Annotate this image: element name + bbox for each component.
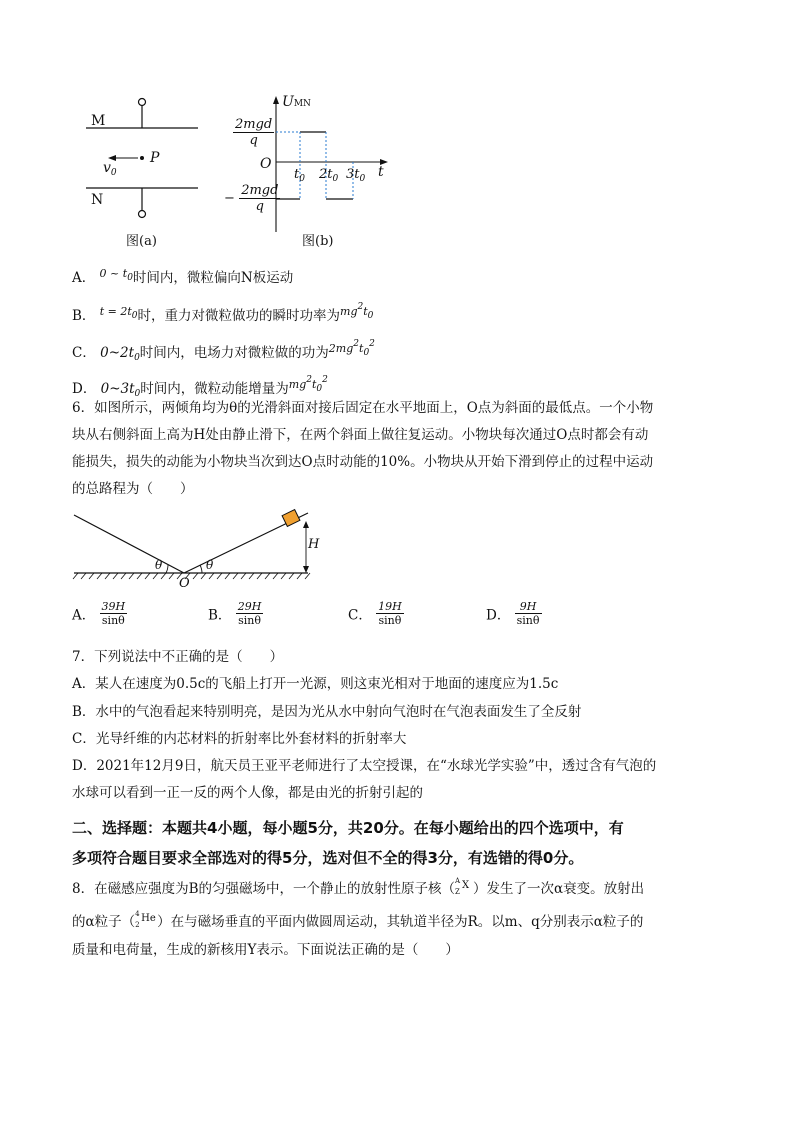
q8-stem-line-2: 的α粒子（ 4 2 He）在与磁场垂直的平面内做圆周运动，其轨道半径为R。以m、q分别表示α粒子的 [72, 910, 644, 930]
label-m: M [91, 113, 106, 129]
section-2-heading-line-1: 二、选择题：本题共4小题，每小题5分，共20分。在每小题给出的四个选项中，有 [72, 819, 624, 837]
q6-stem-line-4: 的总路程为（ ） [72, 481, 194, 497]
q7-option-d-line-2: 水球可以看到一正一反的两个人像，都是由光的折射引起的 [72, 785, 423, 801]
terminal-bottom [139, 211, 146, 218]
label-p: P [150, 150, 160, 166]
q6-option-b: B． $\frac{29H}{\sin\theta}$ [208, 600, 262, 627]
q7-option-b: B．水中的气泡看起来特别明亮，是因为光从水中射向气泡时在气泡表面发生了全反射 [72, 704, 582, 720]
q6-incline-figure [72, 505, 322, 593]
height-h: H [308, 537, 320, 552]
caption-a: 图(a) [126, 234, 157, 249]
q5-option-a: A． $^{0 \sim t_0}$时间内，微粒偏向N板运动 [72, 267, 294, 286]
nuclide-x: A Z X [455, 877, 470, 896]
origin-label: O [260, 156, 272, 172]
terminal-top [139, 99, 146, 106]
q6-option-c: C． $\frac{19H}{\sin\theta}$ [348, 600, 402, 627]
q6-stem-line-3: 能损失，损失的动能为小物块当次到达O点时动能的10%。小物块从开始下滑到停止的过程中运动 [72, 454, 654, 470]
q5-option-d: D． $0\sim 3t_0$时间内，微粒动能增量为$^{mg^2t_0^2}$ [72, 375, 328, 399]
q6-stem-line-1: 6．如图所示，两倾角均为θ的光滑斜面对接后固定在水平地面上，O点为斜面的最低点。一个小物 [72, 400, 654, 416]
bottom-value: − $\frac{\text{2mgd}}{q}$ [224, 183, 279, 214]
q6-option-d: D． $\frac{9H}{\sin\theta}$ [486, 600, 540, 627]
section-2-heading-line-2: 多项符合题目要求全部选对的得5分，选对但不全的得3分，有选错的得0分。 [72, 849, 584, 867]
left-incline [74, 515, 184, 573]
top-value: $\frac{\text{2mgd}}{q}$ [235, 117, 273, 148]
q7-option-a: A．某人在速度为0.5c的飞船上打开一光源，则这束光相对于地面的速度应为1.5c [72, 676, 559, 692]
angle-left: θ [155, 558, 163, 572]
angle-right: θ [206, 558, 214, 572]
q8-stem-line-1: 8．在磁感应强度为B的匀强磁场中，一个静止的放射性原子核（ A Z X ）发生了一次α衰变。放射出 [72, 877, 645, 897]
label-v0: $v_0$ [103, 160, 117, 178]
q7-option-c: C．光导纤维的内芯材料的折射率比外套材料的折射率大 [72, 731, 407, 747]
q6-stem-line-2: 块从右侧斜面上高为H处由静止滑下，在两个斜面上做往复运动。小物块每次通过O点时都会有动 [72, 427, 649, 443]
y-axis-label: UMN [282, 94, 311, 110]
q5-option-c: C． $0\sim 2t_0$时间内，电场力对微粒做的功为$^{2mg^2t_0^2}$ [72, 339, 375, 363]
nuclide-he: 4 2 He [135, 910, 156, 929]
q7-option-d-line-1: D．2021年12月9日，航天员王亚平老师进行了太空授课，在“水球光学实验”中，透过含有气泡的 [72, 758, 657, 774]
q5-option-b: B． $^{t = 2t_0}$时，重力对微粒做功的瞬时功率为$^{mg^2t_0}$ [72, 302, 374, 324]
t-axis-label: t [378, 164, 384, 180]
particle-p [140, 156, 144, 160]
figure-b [222, 92, 392, 242]
tick-3t0: $3t_0$ [346, 167, 366, 184]
point-o: O [179, 576, 190, 591]
q7-stem: 7．下列说法中不正确的是（ ） [72, 649, 284, 665]
tick-t0: $t_0$ [294, 167, 305, 184]
q8-stem-line-3: 质量和电荷量，生成的新核用Y表示。下面说法正确的是（ ） [72, 942, 459, 958]
label-n: N [91, 192, 104, 208]
q6-option-a: A． $\frac{39H}{\sin\theta}$ [72, 600, 126, 627]
tick-2t0: $2t_0$ [319, 167, 339, 184]
caption-b: 图(b) [302, 234, 334, 249]
